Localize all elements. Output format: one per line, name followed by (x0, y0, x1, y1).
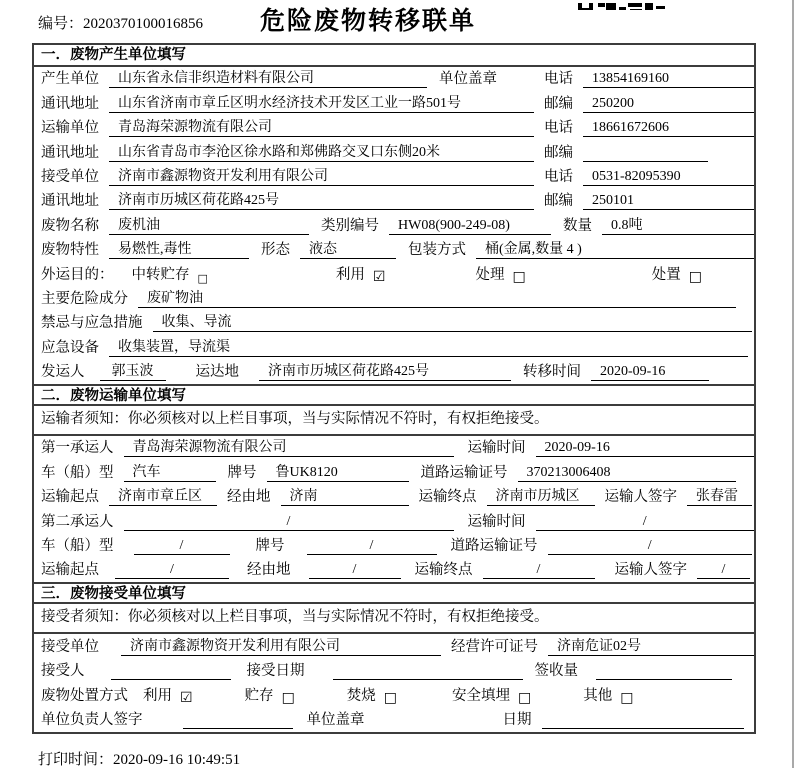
disposal-label: 废物处置方式 (41, 687, 128, 704)
equipment-row (34, 335, 754, 359)
disposal-use-checkbox: ☑ (180, 689, 193, 706)
carrier1-row (34, 436, 754, 460)
receiver-zip-value: 250101 (583, 193, 754, 210)
section3-title: 三．废物接受单位填写 (34, 582, 754, 604)
carrier1-origin-value: 济南市章丘区 (109, 485, 217, 506)
print-time-label: 打印时间： (38, 752, 114, 768)
carrier1-vehicle-row (34, 460, 754, 484)
producer-row (34, 67, 754, 91)
transporter-address-value: 山东省青岛市李沧区徐水路和郑佛路交叉口东侧20米 (109, 141, 534, 162)
transfer-time-value: 2020-09-16 (591, 364, 709, 381)
date-label: 日期 (502, 711, 532, 728)
carrier1-time-value: 2020-09-16 (536, 440, 755, 457)
carrier2-plate-label: 牌号 (255, 538, 285, 555)
receiver-phone-label: 电话 (544, 168, 573, 185)
transporter-name-value: 青岛海荣源物流有限公司 (109, 116, 534, 137)
receiver-address-value: 济南市历城区荷花路425号 (109, 189, 534, 210)
carrier1-sign-label: 运输人签字 (604, 489, 677, 506)
packing-label: 包装方式 (408, 242, 466, 259)
carrier1-end-value: 济南市历城区 (487, 485, 595, 506)
carrier2-sign-value: / (697, 562, 750, 579)
equipment-label: 应急设备 (41, 339, 99, 356)
section2-title: 二．废物运输单位填写 (34, 384, 754, 406)
accept-unit-label: 接受单位 (41, 638, 99, 655)
taboo-label: 禁忌与应急措施 (41, 315, 143, 332)
carrier2-via-value: / (309, 562, 401, 579)
carrier1-end-label: 运输终点 (418, 489, 477, 506)
carrier1-label: 第一承运人 (41, 440, 114, 457)
destination-label: 运达地 (195, 364, 239, 381)
purpose-treat-checkbox: □ (512, 268, 526, 285)
permit-value: 济南危证02号 (548, 635, 754, 656)
section1-title: 一．废物产生单位填写 (34, 45, 754, 67)
producer-phone-label: 电话 (544, 71, 573, 88)
transporter-address-row (34, 140, 754, 164)
carrier1-vehicle-value: 汽车 (124, 461, 216, 482)
transporter-row (34, 116, 754, 140)
purpose-row (34, 262, 754, 286)
carrier1-route-row (34, 485, 754, 509)
taboo-value: 收集、导流 (153, 311, 753, 332)
trait-label: 废物特性 (41, 242, 99, 259)
hazard-label: 主要危险成分 (41, 290, 128, 307)
purpose-treat-label: 处理 (475, 266, 505, 283)
disposal-burn-label: 焚烧 (346, 687, 376, 704)
receiver-row (34, 165, 754, 189)
page-edge-line (792, 0, 794, 768)
carrier2-license-label: 道路运输证号 (450, 538, 538, 555)
transporter-notice: 运输者须知：你必须核对以上栏目事项，当与实际情况不符时，有权拒绝接受。 (41, 411, 549, 428)
purpose-dispose-checkbox: □ (688, 268, 702, 285)
accept-date-label: 接受日期 (246, 663, 305, 680)
receiver-address-label: 通讯地址 (41, 193, 99, 210)
accept-unit-value: 济南市鑫源物资开发利用有限公司 (121, 635, 441, 656)
carrier1-via-value: 济南 (281, 485, 409, 506)
equipment-value: 收集装置，导流渠 (109, 336, 748, 357)
print-time-value: 2020-09-16 10:49:51 (113, 752, 241, 768)
receiver-label: 接受单位 (41, 168, 99, 185)
carrier1-vehicle-label: 车（船）型 (41, 464, 114, 481)
consignor-label: 发运人 (41, 364, 85, 381)
producer-zip-value: 250200 (583, 96, 754, 113)
carrier1-plate-label: 牌号 (227, 464, 257, 481)
transporter-label: 运输单位 (41, 120, 99, 137)
disposal-other-checkbox: □ (620, 689, 634, 706)
acceptor-label: 接受人 (41, 663, 85, 680)
quantity-label: 数量 (563, 217, 592, 234)
accept-date-value (333, 663, 523, 680)
quantity-value: 0.8吨 (602, 214, 754, 235)
packing-value: 桶(金属,数量 4 ) (476, 238, 754, 259)
receiver-zip-label: 邮编 (544, 193, 573, 210)
disposal-burn-checkbox: □ (383, 689, 398, 706)
receiver-phone-value: 0531-82095390 (583, 169, 754, 186)
purpose-use-checkbox: ☑ (372, 268, 386, 285)
page-title: 危险废物转移联单 (259, 8, 476, 35)
purpose-transfer-label: 中转贮存 (131, 266, 190, 283)
carrier2-plate-value: / (307, 538, 437, 555)
purpose-use-label: 利用 (335, 266, 365, 283)
trait-value: 易燃性,毒性 (109, 238, 249, 259)
disposal-use-label: 利用 (143, 687, 172, 704)
receiver-notice: 接受者须知：你必须核对以上栏目事项，当与实际情况不符时，有权拒绝接受。 (41, 609, 549, 626)
acceptor-row (34, 659, 754, 683)
carrier2-time-label: 运输时间 (467, 513, 526, 530)
producer-name-value: 山东省永信非织造材料有限公司 (109, 67, 427, 88)
hazard-row (34, 287, 754, 311)
destination-value: 济南市历城区荷花路425号 (259, 360, 511, 381)
receiver-address-row (34, 189, 754, 213)
consignor-row (34, 360, 754, 384)
disposal-landfill-checkbox: □ (518, 689, 532, 706)
carrier1-license-label: 道路运输证号 (420, 464, 508, 481)
received-qty-label: 签收量 (534, 663, 578, 680)
signer-value (183, 712, 293, 729)
hazard-value: 废矿物油 (138, 287, 736, 308)
waste-name-row (34, 213, 754, 237)
purpose-dispose-label: 处置 (651, 266, 681, 283)
consignor-value: 郭玉波 (100, 360, 166, 381)
received-qty-value (596, 663, 732, 680)
transporter-zip-label: 邮编 (544, 144, 573, 161)
qr-code-icon (578, 0, 666, 10)
category-label: 类别编号 (321, 217, 379, 234)
state-value: 液态 (300, 238, 396, 259)
waste-name-label: 废物名称 (41, 217, 99, 234)
carrier2-label: 第二承运人 (41, 513, 114, 530)
transporter-phone-label: 电话 (544, 120, 573, 137)
producer-address-value: 山东省济南市章丘区明水经济技术开发区工业一路501号 (109, 92, 534, 113)
producer-address-label: 通讯地址 (41, 95, 99, 112)
accept-unit-row (34, 634, 754, 658)
serial-value: 2020370100016856 (83, 16, 204, 32)
carrier1-value: 青岛海荣源物流有限公司 (124, 436, 454, 457)
state-label: 形态 (261, 242, 290, 259)
signer-label: 单位负责人签字 (41, 711, 143, 728)
transfer-time-label: 转移时间 (523, 364, 581, 381)
disposal-row (34, 683, 754, 707)
carrier1-sign-value: 张春雷 (687, 485, 752, 506)
carrier2-vehicle-label: 车（船）型 (41, 538, 114, 555)
manifest-form (32, 43, 756, 734)
carrier2-license-value: / (548, 538, 753, 555)
date-value (542, 712, 745, 729)
carrier2-origin-value: / (115, 562, 229, 579)
disposal-store-checkbox: □ (281, 689, 295, 706)
disposal-store-label: 贮存 (244, 687, 274, 704)
carrier2-value: / (124, 514, 454, 531)
transporter-phone-value: 18661672606 (583, 120, 754, 137)
carrier1-origin-label: 运输起点 (41, 489, 99, 506)
purpose-label: 外运目的： (41, 266, 114, 283)
transporter-notice-row (34, 406, 754, 436)
acceptor-value (111, 663, 231, 680)
transporter-zip-value (583, 145, 708, 162)
taboo-row (34, 311, 754, 335)
carrier1-time-label: 运输时间 (467, 440, 526, 457)
receiver-name-value: 济南市鑫源物资开发利用有限公司 (109, 165, 534, 186)
print-time (38, 748, 240, 768)
carrier2-vehicle-row (34, 534, 754, 558)
waste-trait-row (34, 238, 754, 262)
disposal-other-label: 其他 (583, 687, 613, 704)
carrier1-license-value: 370213006408 (518, 465, 736, 482)
carrier2-end-label: 运输终点 (414, 562, 473, 579)
producer-label: 产生单位 (41, 71, 99, 88)
receiver-notice-row (34, 604, 754, 634)
carrier2-row (34, 509, 754, 533)
carrier2-end-value: / (483, 562, 595, 579)
signer-row (34, 708, 754, 732)
seal-label: 单位盖章 (439, 71, 497, 88)
carrier1-plate-value: 鲁UK8120 (267, 461, 409, 482)
carrier1-via-label: 经由地 (227, 489, 271, 506)
carrier2-sign-label: 运输人签字 (614, 562, 687, 579)
serial-label: 编号： (38, 16, 84, 32)
waste-name-value: 废机油 (109, 214, 309, 235)
producer-zip-label: 邮编 (544, 95, 573, 112)
carrier2-vehicle-value: / (134, 538, 230, 555)
transporter-address-label: 通讯地址 (41, 144, 99, 161)
purpose-transfer-checkbox: □ (197, 271, 208, 285)
carrier2-time-value: / (536, 514, 755, 531)
producer-phone-value: 13854169160 (583, 71, 754, 88)
carrier2-route-row (34, 558, 754, 582)
category-value: HW08(900-249-08) (389, 218, 551, 235)
disposal-landfill-label: 安全填埋 (452, 687, 511, 704)
unit-seal-label: 单位盖章 (306, 711, 365, 728)
producer-address-row (34, 91, 754, 115)
carrier2-via-label: 经由地 (247, 562, 291, 579)
permit-label: 经营许可证号 (451, 638, 538, 655)
carrier2-origin-label: 运输起点 (41, 562, 99, 579)
